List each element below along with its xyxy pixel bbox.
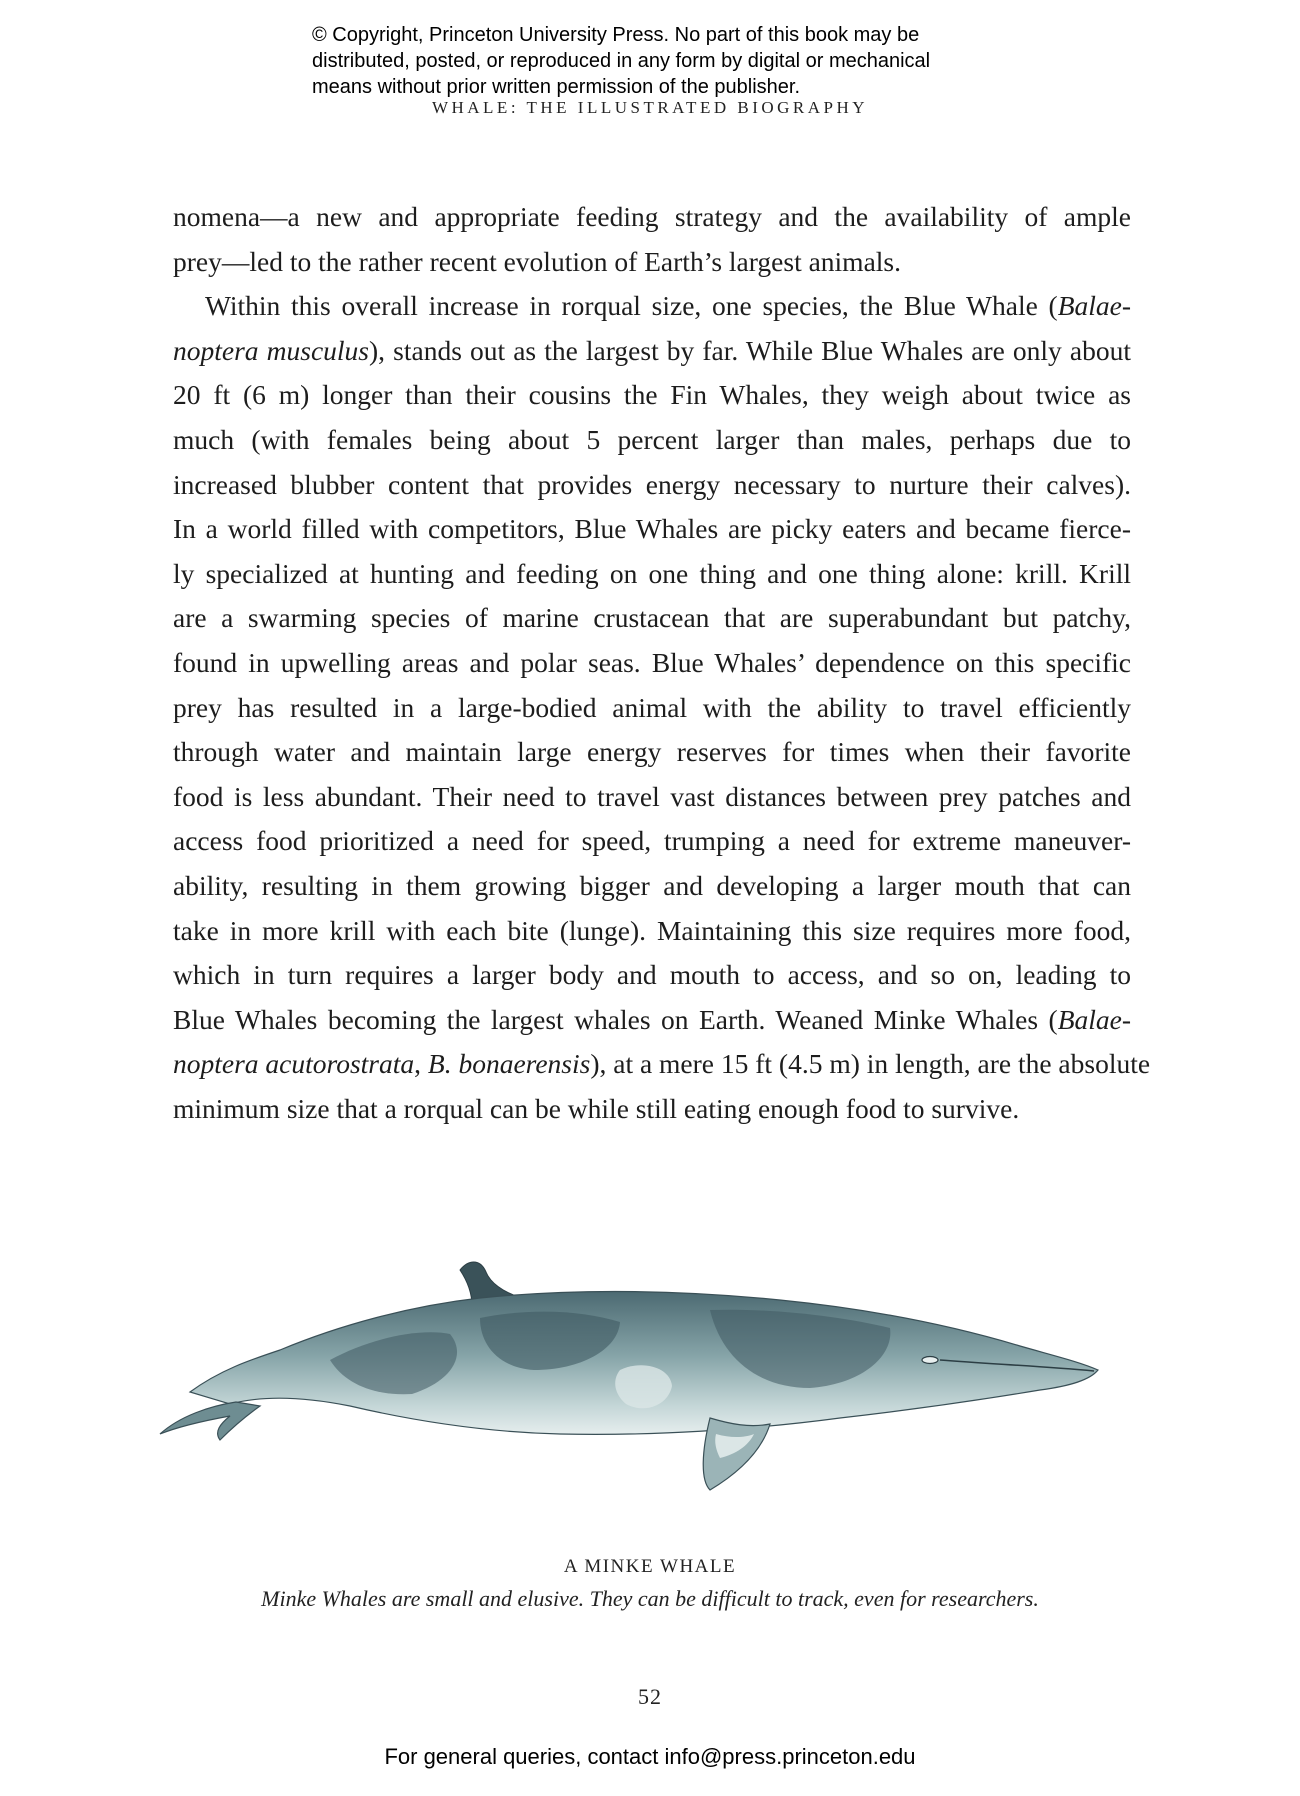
body-line: increased blubber content that provides energy necessary to nurture their calves). bbox=[173, 468, 1131, 500]
copyright-line: distributed, posted, or reproduced in any form by digital or mechanical bbox=[312, 50, 931, 72]
body-line: through water and maintain large energy reserves for times when their favorite bbox=[173, 736, 1131, 768]
copyright-line: means without prior written permission of the publisher. bbox=[312, 76, 801, 98]
body-line: Within this overall increase in rorqual size, one species, the Blue Whale (Balae- bbox=[205, 290, 1131, 322]
body-line: 20 ft (6 m) longer than their cousins the Fin Whales, they weigh about twice as bbox=[173, 379, 1131, 411]
body-line: In a world filled with competitors, Blue Whales are picky eaters and became fierce- bbox=[173, 513, 1131, 545]
body-line: food is less abundant. Their need to travel vast distances between prey patches and bbox=[173, 780, 1131, 812]
figure-caption-text: Minke Whales are small and elusive. They can be difficult to track, even for researchers. bbox=[261, 1586, 1039, 1611]
copyright-line: © Copyright, Princeton University Press. No part of this book may be bbox=[312, 24, 920, 46]
body-line: found in upwelling areas and polar seas. Blue Whales’ dependence on this specific bbox=[173, 646, 1131, 678]
whale-body bbox=[190, 1291, 1098, 1434]
footer-contact: For general queries, contact info@press.princeton.edu bbox=[384, 1744, 916, 1769]
body-line: are a swarming species of marine crustacean that are superabundant but patchy, bbox=[173, 602, 1131, 634]
copyright-notice bbox=[312, 22, 1072, 100]
tail-fluke bbox=[160, 1402, 260, 1440]
body-line: ability, resulting in them growing bigger and developing a larger mouth that can bbox=[173, 869, 1131, 901]
body-line: prey—led to the rather recent evolution of Earth’s largest animals. bbox=[173, 245, 901, 277]
body-line: Blue Whales becoming the largest whales on Earth. Weaned Minke Whales (Balae- bbox=[173, 1003, 1131, 1035]
minke-whale-illustration bbox=[150, 1210, 1140, 1520]
body-line: ly specialized at hunting and feeding on one thing and one thing alone: krill. Krill bbox=[173, 557, 1131, 589]
body-line: access food prioritized a need for speed, trumping a need for extreme maneuver- bbox=[173, 825, 1131, 857]
page-number: 52 bbox=[638, 1684, 662, 1709]
body-line: nomena—a new and appropriate feeding strategy and the availability of ample bbox=[173, 201, 1131, 232]
body-line: take in more krill with each bite (lunge). Maintaining this size requires more food, bbox=[173, 914, 1131, 946]
body-line: much (with females being about 5 percent larger than males, perhaps due to bbox=[173, 423, 1131, 455]
body-line: prey has resulted in a large-bodied animal with the ability to travel efficiently bbox=[173, 691, 1131, 723]
figure-caption-title: A MINKE WHALE bbox=[563, 1556, 737, 1577]
body-line: noptera musculus), stands out as the largest by far. While Blue Whales are only about bbox=[173, 334, 1131, 366]
body-line: noptera acutorostrata, B. bonaerensis), at a mere 15 ft (4.5 m) in length, are the absolute bbox=[173, 1048, 1151, 1080]
body-line: minimum size that a rorqual can be while still eating enough food to survive. bbox=[173, 1092, 1020, 1124]
pectoral-flipper bbox=[703, 1418, 770, 1490]
running-head: WHALE: THE ILLUSTRATED BIOGRAPHY bbox=[431, 98, 869, 117]
body-text bbox=[173, 195, 1151, 1131]
body-line: which in turn requires a larger body and mouth to access, and so on, leading to bbox=[173, 959, 1131, 991]
whale-eye bbox=[922, 1357, 938, 1364]
